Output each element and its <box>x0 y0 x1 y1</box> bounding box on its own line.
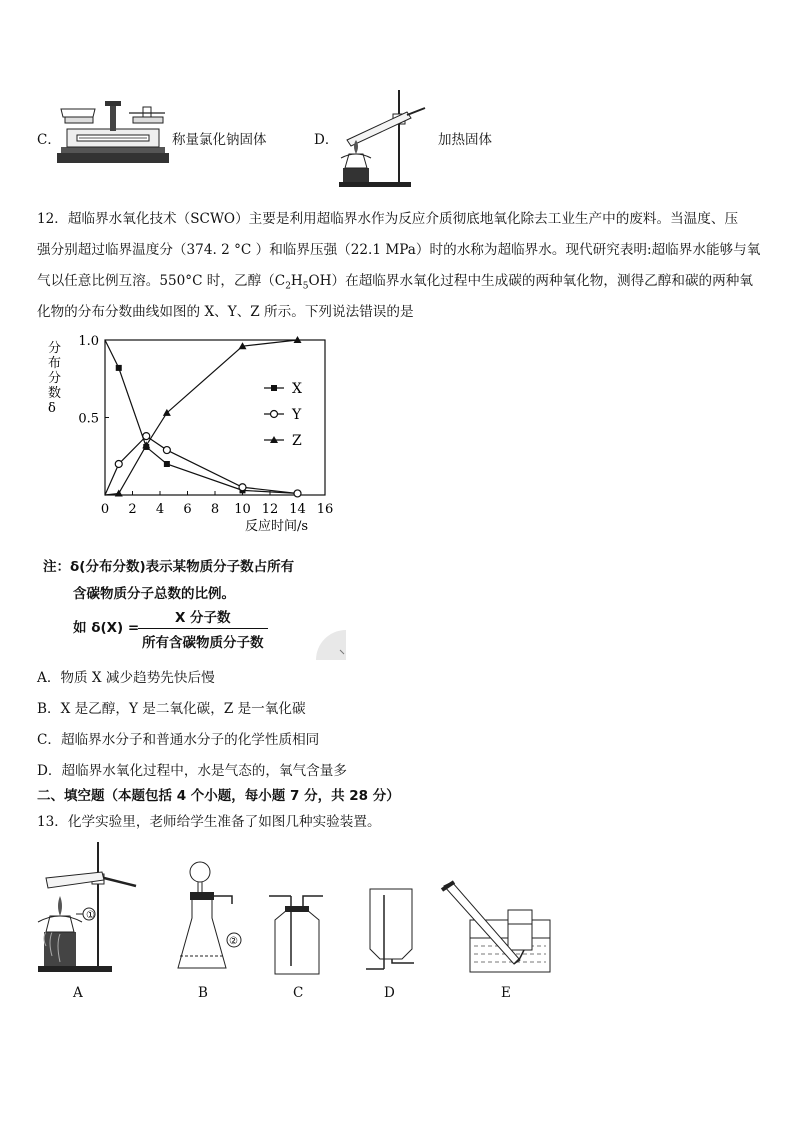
y-tick-label: 1.0 <box>78 334 99 349</box>
option-d-label: D． <box>314 132 339 148</box>
x-tick-label: 6 <box>183 502 192 517</box>
option-c-label: C． <box>37 132 61 148</box>
apparatus-a-illustration <box>32 838 144 978</box>
data-point-x <box>164 461 170 467</box>
q12-number: 12． <box>37 211 68 227</box>
apparatus-label-a: A <box>73 985 83 1001</box>
legend-marker-x <box>271 385 277 391</box>
q12-line-1: 12．超临界水氧化技术（SCWO）主要是利用超临界水作为反应介质彻底地氧化除去工业生产中的废料。当温度、压 <box>37 211 739 227</box>
x-tick-label: 10 <box>234 502 251 517</box>
q13-text: 13．化学实验里，老师给学生准备了如图几种实验装置。 <box>37 814 381 830</box>
series-line-x <box>105 340 298 493</box>
apparatus-d-illustration <box>362 885 422 980</box>
apparatus-e-illustration <box>440 880 555 980</box>
series-line-y <box>105 436 298 495</box>
distribution-fraction-chart <box>40 330 340 535</box>
legend-label-y: Y <box>292 407 302 423</box>
option-c-text: 称量氯化钠固体 <box>172 132 267 148</box>
note-fraction <box>138 606 268 651</box>
section-2-title: 二、填空题（本题包括 4 个小题，每小题 7 分，共 28 分） <box>37 788 400 804</box>
apparatus-label-b: B <box>198 985 208 1001</box>
data-point-y <box>239 484 246 491</box>
series-line-z <box>105 340 298 495</box>
answer-b: B．X 是乙醇，Y 是二氧化碳，Z 是一氧化碳 <box>37 701 306 717</box>
answer-c: C．超临界水分子和普通水分子的化学性质相同 <box>37 732 320 748</box>
x-tick-label: 0 <box>100 502 110 517</box>
data-point-z <box>115 489 123 496</box>
note-line-1: 注：δ(分布分数)表示某物质分子数占所有 <box>43 559 295 575</box>
apparatus-label-d: D <box>384 985 395 1001</box>
note-line-2: 含碳物质分子总数的比例。 <box>73 586 235 602</box>
apparatus-label-c: C <box>293 985 304 1001</box>
data-point-y <box>143 433 150 440</box>
x-tick-label: 4 <box>155 502 165 517</box>
q12-line-2: 强分别超过临界温度分（374. 2 °C ）和临界压强（22.1 MPa）时的水称为超临界水。现代研究表明:超临界水能够与氧 <box>37 242 761 258</box>
apparatus-label-e: E <box>501 985 511 1001</box>
page-corner-mark-icon <box>316 630 346 660</box>
note-example-prefix: 如 δ(X) = <box>73 620 140 636</box>
svg-text:②: ② <box>229 936 238 947</box>
heating-apparatus-illustration <box>335 84 435 190</box>
legend-marker-y <box>271 411 278 418</box>
apparatus-c-illustration <box>265 890 325 980</box>
legend-label-x: X <box>292 381 302 397</box>
data-point-y <box>115 461 122 468</box>
fraction-denominator: 所有含碳物质分子数 <box>142 635 264 651</box>
option-d-text: 加热固体 <box>438 132 492 148</box>
data-point-y <box>163 447 170 454</box>
x-tick-label: 8 <box>210 502 220 517</box>
legend-label-z: Z <box>292 433 302 449</box>
x-tick-label: 16 <box>316 502 334 517</box>
data-point-y <box>294 490 301 497</box>
q12-line-4: 化物的分布分数曲线如图的 X、Y、Z 所示。下列说法错误的是 <box>37 304 414 320</box>
x-tick-label: 12 <box>261 502 279 517</box>
x-tick-label: 14 <box>289 502 306 517</box>
y-tick-label: 0.5 <box>78 411 99 427</box>
y-axis-label: 分布分数 δ <box>48 341 62 416</box>
data-point-x <box>116 365 122 371</box>
balance-illustration <box>55 95 175 167</box>
q12-line-3: 气以任意比例互溶。550°C 时，乙醇$(C_2H_5OH)$在超临界水氧化过程中生成碳的两种氧化物，测得乙醇和碳的两种氧 <box>37 273 753 292</box>
x-tick-label: 2 <box>128 502 137 517</box>
fraction-numerator: X 分子数 <box>138 606 268 629</box>
apparatus-b-illustration <box>170 858 250 978</box>
svg-text:①: ① <box>86 910 95 921</box>
answer-a: A．物质 X 减少趋势先快后慢 <box>37 670 215 686</box>
answer-d: D．超临界水氧化过程中，水是气态的，氧气含量多 <box>37 763 347 779</box>
x-axis-label: 反应时间/s <box>245 519 309 534</box>
